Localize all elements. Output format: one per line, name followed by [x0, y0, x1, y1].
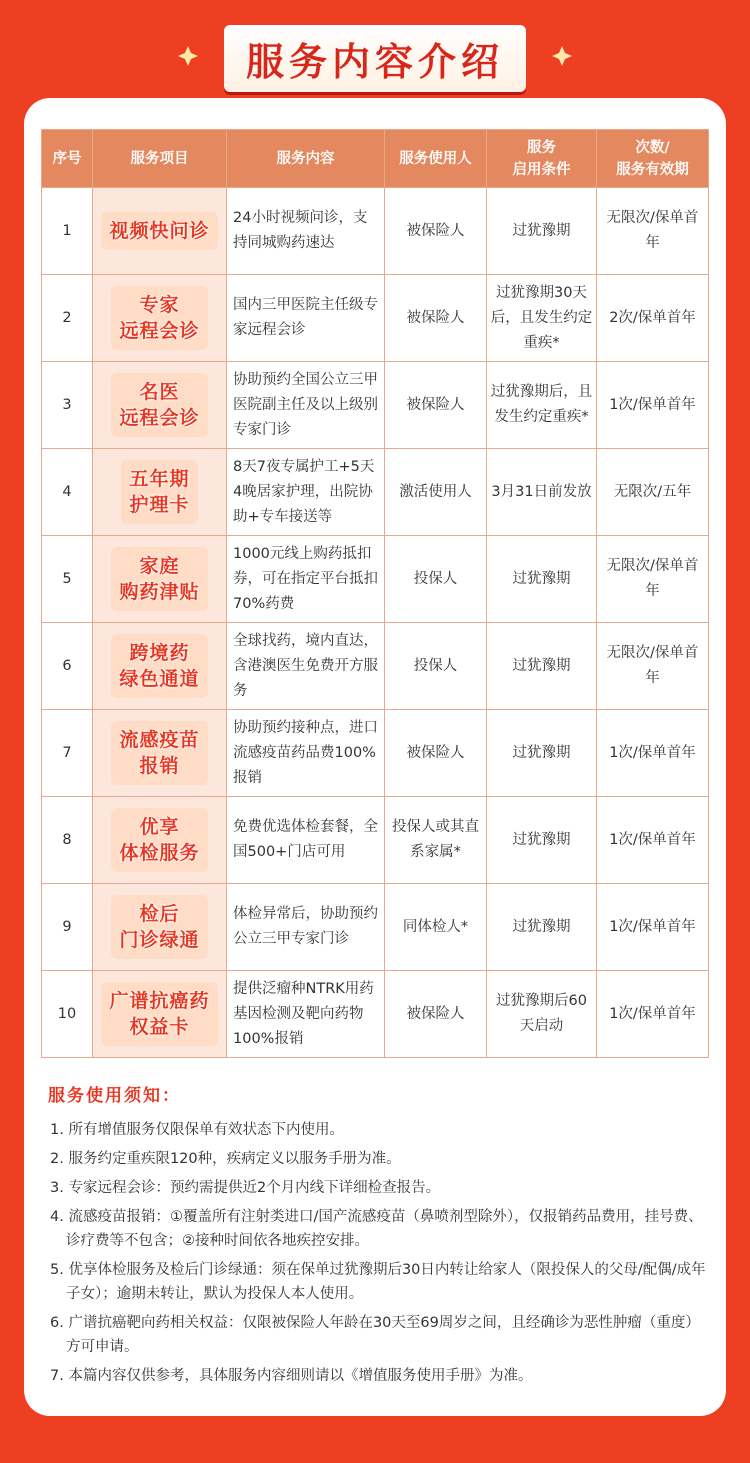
note-item: 7. 本篇内容仅供参考，具体服务内容细则请以《增值服务使用手册》为准。	[50, 1368, 533, 1384]
service-content: 1000元线上购药抵扣券，可在指定平台抵扣70%药费	[227, 536, 385, 623]
service-validity: 1次/保单首年	[597, 362, 709, 449]
service-user: 被保险人	[385, 710, 487, 797]
row-number: 10	[42, 971, 93, 1058]
sparkle-right-icon	[552, 46, 572, 66]
notes-title: 服务使用须知：	[48, 1086, 181, 1106]
row-number: 5	[42, 536, 93, 623]
service-name-badge: 家庭 购药津贴	[111, 547, 207, 611]
service-user: 被保险人	[385, 362, 487, 449]
column-header: 服务 启用条件	[487, 130, 597, 188]
service-name-badge: 检后 门诊绿通	[111, 895, 207, 959]
service-name-badge: 流感疫苗 报销	[111, 721, 207, 785]
table-row	[42, 449, 709, 536]
service-name-cell	[93, 362, 227, 449]
service-validity: 1次/保单首年	[597, 797, 709, 884]
table-row	[42, 275, 709, 362]
service-content: 全球找药，境内直达，含港澳医生免费开方服务	[227, 623, 385, 710]
note-item: 2. 服务约定重疾限120种，疾病定义以服务手册为准。	[50, 1151, 401, 1167]
note-item: 4. 流感疫苗报销：①覆盖所有注射类进口/国产流感疫苗（鼻喷剂型除外），仅报销药品费用，挂号费、诊疗费等不包含；②接种时间依各地疾控安排。	[50, 1209, 703, 1249]
notes-section	[48, 1081, 708, 1393]
service-condition: 过犹豫期	[487, 536, 597, 623]
header-banner	[0, 18, 750, 98]
service-condition: 过犹豫期后，且发生约定重疾*	[487, 362, 597, 449]
service-name-cell	[93, 623, 227, 710]
service-validity: 无限次/保单首年	[597, 536, 709, 623]
column-header: 服务项目	[93, 130, 227, 188]
service-validity: 2次/保单首年	[597, 275, 709, 362]
table-row	[42, 797, 709, 884]
note-item: 6. 广谱抗癌靶向药相关权益：仅限被保险人年龄在30天至69周岁之间，且经确诊为恶性肿瘤（重度）方可申请。	[50, 1315, 700, 1355]
table-body	[42, 188, 709, 1058]
service-validity: 无限次/保单首年	[597, 623, 709, 710]
service-condition: 过犹豫期	[487, 797, 597, 884]
row-number: 1	[42, 188, 93, 275]
service-table	[41, 129, 709, 1058]
service-user: 被保险人	[385, 971, 487, 1058]
row-number: 3	[42, 362, 93, 449]
service-content: 国内三甲医院主任级专家远程会诊	[227, 275, 385, 362]
service-name-cell	[93, 971, 227, 1058]
table-row	[42, 623, 709, 710]
service-user: 被保险人	[385, 188, 487, 275]
service-content: 体检异常后，协助预约公立三甲专家门诊	[227, 884, 385, 971]
service-user: 投保人	[385, 536, 487, 623]
service-validity: 1次/保单首年	[597, 971, 709, 1058]
service-content: 免费优选体检套餐，全国500+门店可用	[227, 797, 385, 884]
service-content: 协助预约全国公立三甲医院副主任及以上级别专家门诊	[227, 362, 385, 449]
service-name-badge: 专家 远程会诊	[111, 286, 207, 350]
service-name-badge: 视频快问诊	[101, 212, 217, 250]
note-item: 3. 专家远程会诊：预约需提供近2个月内线下详细检查报告。	[50, 1180, 441, 1196]
row-number: 4	[42, 449, 93, 536]
service-condition: 过犹豫期30天后，且发生约定重疾*	[487, 275, 597, 362]
service-name-badge: 广谱抗癌药 权益卡	[101, 982, 217, 1046]
note-item: 5. 优享体检服务及检后门诊绿通：须在保单过犹豫期后30日内转让给家人（限投保人的父母/配偶/成年子女）；逾期未转让，默认为投保人本人使用。	[50, 1262, 706, 1302]
table-row	[42, 362, 709, 449]
service-condition: 3月31日前发放	[487, 449, 597, 536]
service-content: 提供泛瘤种NTRK用药基因检测及靶向药物100%报销	[227, 971, 385, 1058]
service-user: 被保险人	[385, 275, 487, 362]
table-row	[42, 536, 709, 623]
service-user: 投保人或其直系家属*	[385, 797, 487, 884]
row-number: 6	[42, 623, 93, 710]
service-name-cell	[93, 884, 227, 971]
service-name-badge: 跨境药 绿色通道	[111, 634, 207, 698]
row-number: 7	[42, 710, 93, 797]
table-header-row	[42, 130, 709, 188]
table-row	[42, 971, 709, 1058]
table-row	[42, 188, 709, 275]
service-name-cell	[93, 449, 227, 536]
notes-list	[48, 1118, 708, 1388]
row-number: 2	[42, 275, 93, 362]
service-name-cell	[93, 710, 227, 797]
service-name-badge: 名医 远程会诊	[111, 373, 207, 437]
service-name-badge: 五年期 护理卡	[121, 460, 197, 524]
service-name-cell	[93, 188, 227, 275]
column-header: 次数/ 服务有效期	[597, 130, 709, 188]
service-validity: 1次/保单首年	[597, 884, 709, 971]
service-user: 同体检人*	[385, 884, 487, 971]
service-name-cell	[93, 275, 227, 362]
table-row	[42, 710, 709, 797]
service-content: 协助预约接种点，进口流感疫苗药品费100%报销	[227, 710, 385, 797]
sparkle-left-icon	[178, 46, 198, 66]
service-validity: 1次/保单首年	[597, 710, 709, 797]
service-condition: 过犹豫期	[487, 710, 597, 797]
service-condition: 过犹豫期	[487, 188, 597, 275]
service-content: 8天7夜专属护工+5天4晚居家护理，出院协助+专车接送等	[227, 449, 385, 536]
service-validity: 无限次/保单首年	[597, 188, 709, 275]
service-condition: 过犹豫期	[487, 884, 597, 971]
table-row	[42, 884, 709, 971]
column-header: 服务内容	[227, 130, 385, 188]
service-condition: 过犹豫期	[487, 623, 597, 710]
service-content: 24小时视频问诊，支持同城购药速达	[227, 188, 385, 275]
service-name-cell	[93, 536, 227, 623]
service-validity: 无限次/五年	[597, 449, 709, 536]
service-name-badge: 优享 体检服务	[111, 808, 207, 872]
row-number: 9	[42, 884, 93, 971]
service-condition: 过犹豫期后60天启动	[487, 971, 597, 1058]
service-name-cell	[93, 797, 227, 884]
note-item: 1. 所有增值服务仅限保单有效状态下内使用。	[50, 1122, 344, 1138]
service-user: 投保人	[385, 623, 487, 710]
page-title: 服务内容介绍	[224, 25, 526, 92]
column-header: 服务使用人	[385, 130, 487, 188]
column-header: 序号	[42, 130, 93, 188]
service-user: 激活使用人	[385, 449, 487, 536]
content-card	[24, 98, 726, 1416]
row-number: 8	[42, 797, 93, 884]
